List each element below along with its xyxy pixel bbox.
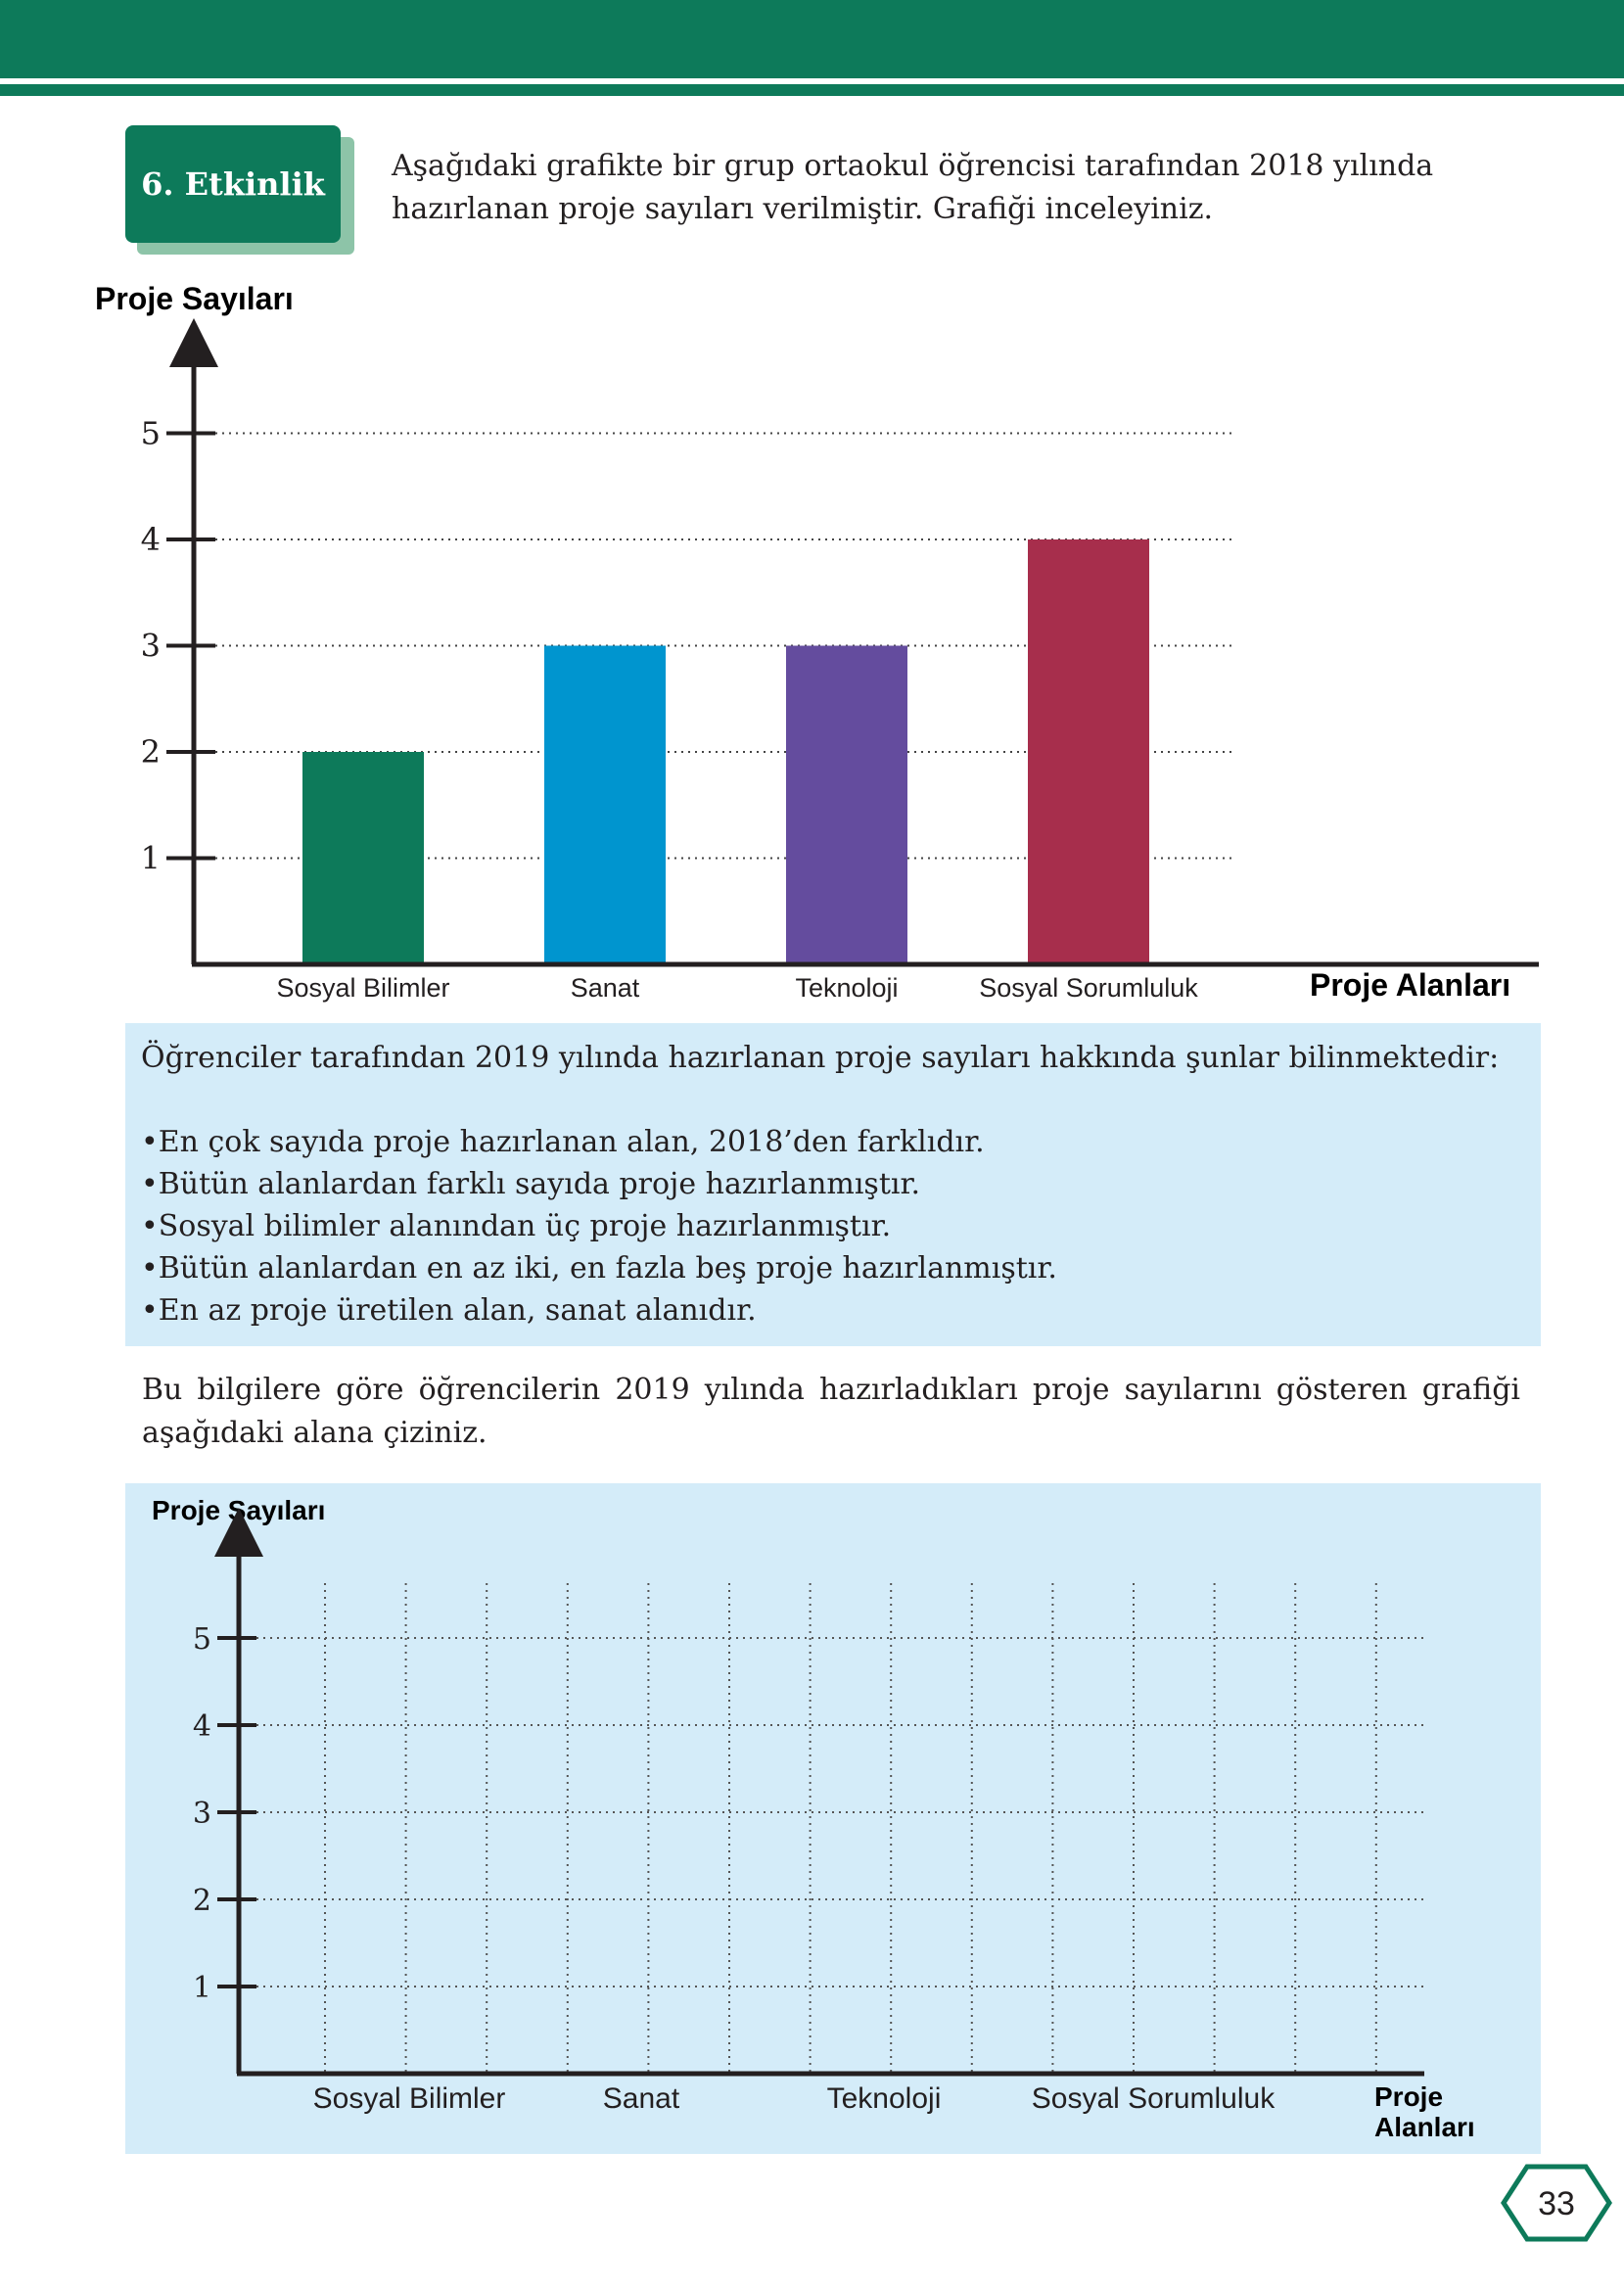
bar: [786, 646, 907, 965]
x-tick-label: Teknoloji: [795, 973, 899, 1003]
info-bullet: • Sosyal bilimler alanından üç proje hazırlanmıştır.: [141, 1205, 1057, 1247]
x-tick-label: Sanat: [570, 973, 640, 1003]
task-text: Bu bilgilere göre öğrencilerin 2019 yılında hazırladıkları proje sayılarını gösteren grafiği aşağıdaki alana çiziniz.: [142, 1373, 1520, 1450]
bar: [302, 752, 424, 964]
y-axis-label-2: Proje Sayıları: [152, 1495, 326, 1525]
y-tick-label: 3: [140, 627, 161, 665]
y-tick-label: 1: [192, 1971, 211, 2005]
header-rule: [0, 84, 1624, 96]
info-bullet-list: [141, 1121, 1057, 1332]
info-bullet: • Bütün alanlardan farklı sayıda proje hazırlanmıştır.: [141, 1163, 1057, 1205]
x-axis-label-line: Proje: [1374, 2081, 1444, 2112]
x-tick-label: Teknoloji: [826, 2082, 942, 2115]
page-number-badge: [1498, 2159, 1615, 2247]
y-axis-label: Proje Sayıları: [95, 281, 294, 316]
info-box: [125, 1023, 1541, 1346]
y-tick-label: 2: [192, 1884, 211, 1918]
y-tick-label: 4: [140, 521, 161, 558]
header-band: [0, 0, 1624, 78]
x-tick-label: Sosyal Sorumluluk: [979, 973, 1198, 1003]
x-tick-label: Sosyal Sorumluluk: [1031, 2082, 1276, 2115]
info-bullet: • Bütün alanlardan en az iki, en fazla beş proje hazırlanmıştır.: [141, 1247, 1057, 1289]
y-tick-label: 3: [192, 1797, 211, 1831]
activity-intro: Aşağıdaki grafikte bir grup ortaokul öğrencisi tarafından 2018 yılında hazırlanan proje sayıları verilmiştir. Grafiği inceleyiniz.: [392, 149, 1434, 226]
y-tick-label: 5: [192, 1622, 211, 1657]
x-tick-label: Sanat: [602, 2082, 680, 2115]
x-axis-label: Proje Alanları: [1310, 967, 1511, 1003]
y-tick-label: 5: [140, 414, 161, 452]
info-bullet: • En az proje üretilen alan, sanat alanıdır.: [141, 1289, 1057, 1332]
info-heading: Öğrenciler tarafından 2019 yılında hazırlanan proje sayıları hakkında şunlar bilinmektedir:: [141, 1041, 1500, 1075]
y-tick-label: 4: [192, 1709, 211, 1744]
bar: [1028, 539, 1149, 964]
chart-2018: [0, 274, 1624, 1018]
x-tick-label: Sosyal Bilimler: [276, 973, 450, 1003]
y-tick-label: 1: [140, 839, 161, 877]
info-bullet: • En çok sayıda proje hazırlanan alan, 2018’den farklıdır.: [141, 1121, 1057, 1163]
x-tick-label: Sosyal Bilimler: [312, 2082, 506, 2115]
chart-2019-blank[interactable]: [125, 1483, 1541, 2154]
page-number: 33: [1538, 2185, 1575, 2222]
drawing-area[interactable]: [125, 1483, 1541, 2154]
y-tick-label: 2: [140, 733, 161, 771]
x-axis-label-line: Alanları: [1374, 2112, 1475, 2142]
activity-badge: 6. Etkinlik: [125, 125, 341, 243]
bar: [544, 646, 666, 965]
